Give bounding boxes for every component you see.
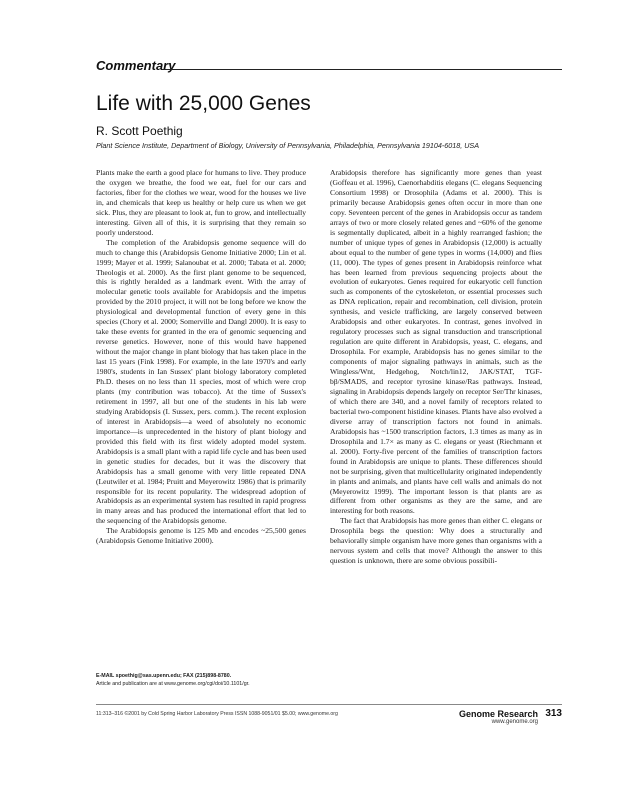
body-paragraph: Plants make the earth a good place for humans to live. They produce the oxygen we breathe, the food we eat, fuel for our cars and factories, fiber for the clothes we wear, wood for the houses we live in, and chemicals that keep us healthy or help cure us when we get sick. Plus, they are pleasant to look at, fun to grow, and intellectually interesting. Given all of this, it is surprising that they remain so poorly understood. <box>96 168 306 237</box>
article-title: Life with 25,000 Genes <box>96 92 311 115</box>
section-label: Commentary <box>96 58 176 73</box>
article-link-note: Article and publication are at www.genome.org/cgi/doi/10.1101/gr. <box>96 681 250 687</box>
body-paragraph: The Arabidopsis genome is 125 Mb and encodes ~25,500 genes (Arabidopsis Genome Initiative 2000). <box>96 526 306 546</box>
body-paragraph: The fact that Arabidopsis has more genes than either C. elegans or Drosophila begs the question: Why does a structurally and behaviorally simple organism have more genes than organisms with a nervous system and cells that move? Although the answer to this question is unknown, there are some obvious possibili- <box>330 516 542 566</box>
journal-name: Genome Research <box>458 709 538 719</box>
footer-divider <box>96 704 562 705</box>
page-number: 313 <box>545 708 562 719</box>
section-divider <box>162 69 562 70</box>
contact-footnote <box>96 672 311 688</box>
journal-url: www.genome.org <box>491 719 538 725</box>
footer-citation: 11:313–316 ©2001 by Cold Spring Harbor Laboratory Press ISSN 1088-9051/01 $5.00; www.genome.org <box>96 711 338 717</box>
author-name: R. Scott Poethig <box>96 124 183 138</box>
body-column-left <box>96 168 306 546</box>
body-column-right <box>330 168 542 566</box>
author-affiliation: Plant Science Institute, Department of Biology, University of Pennsylvania, Philadelphia, Pennsylvania 19104-6018, USA <box>96 141 480 150</box>
body-paragraph: Arabidopsis therefore has significantly more genes than yeast (Goffeau et al. 1996), Caenorhabditis elegans (C. elegans Sequencing Consortium 1998) or Drosophila (Adams et al. 2000). This is primarily because Arabidopsis genes often occur in more than one copy. Seventeen percent of the genes in Arabidopsis occur as tandem arrays of two or more closely related genes and ~60% of the genome is segmentally duplicated, albeit in a highly rearranged fashion; the number of unique types of genes in Arabidopsis (12,000) is actually about equal to the number of gene types in worms (14,000) and flies (11, 000). The types of genes present in Arabidopsis reinforce what has been learned from previous sequencing projects about the evolution of eukaryotes. Genes required for eukaryotic cell function such as components of the cytoskeleton, or essential processes such as DNA replication, repair and recombination, cell division, protein synthesis, and vesicle trafficking, are largely conserved between Arabidopsis and other eukaryotes. In contrast, genes involved in regulatory processes such as signal transduction and transcriptional regulation are quite different in Arabidopsis, yeast, C. elegans, and Drosophila. For example, Arabidopsis has no genes similar to the components of major signaling pathways in animals, such as the Wingless/Wnt, Hedgehog, Notch/lin12, JAK/STAT, TGF-bβ/SMADS, and receptor tyrosine kinase/Ras pathways. Instead, signaling in Arabidopsis depends largely on receptor Ser/Thr kinases, of which there are 340, and a novel family of receptors related to bacterial two-component histidine kinases. Plants have also evolved a diverse array of transcription factors not found in animals. Arabidopsis has ~1500 transcription factors, 1.3 times as many as in Drosophila and 1.7× as many as C. elegans or yeast (Riechmann et al. 2000). Forty-five percent of the families of transcription factors found in Arabidopsis are unique to plants. These differences should not be surprising, given that multicellularity originated independently in plants and animals, and plants have cell walls and animals do not (Meyerowitz 1999). The important lesson is that plants are as different from other organisms as they are the same, and are interesting for both reasons. <box>330 168 542 516</box>
contact-email: E-MAIL spoethig@sas.upenn.edu; FAX (215)898-8780. <box>96 673 232 679</box>
body-paragraph: The completion of the Arabidopsis genome sequence will do much to change this (Arabidopsis Genome Initiative 2000; Lin et al. 1999; Mayer et al. 1999; Salanoubat et al. 2000; Tabata et al. 2000; Theologis et al. 2000). As the first plant genome to be sequenced, this is rightly heralded as a landmark event. With the array of molecular genetic tools available for Arabidopsis and the impetus provided by the 2010 project, it will not be long before we know the physiological and developmental function of every gene in this species (Chory et al. 2000; Somerville and Dangl 2000). It is easy to take these events for granted in the era of genomic sequencing and reverse genetics. However, none of this would have happened without the major change in plant biology that has taken place in the last 15 years (Fink 1998). For example, in the late 1970's and early 1980's, students in Ian Sussex' plant biology laboratory completed Ph.D. theses on no less than 11 species, most of which were crop plants (my contribution was tobacco). At the time of Sussex's retirement in 1997, all but one of the students in his lab were studying Arabidopsis (I. Sussex, pers. comm.). The recent explosion of interest in Arabidopsis—a weed of absolutely no economic importance—is unprecedented in the history of plant biology and provided this field with its first widely adopted model system. Arabidopsis is a small plant with a rapid life cycle and has been used in genetic studies for decades, but it was the discovery that Arabidopsis has a small genome with very little repeated DNA (Leutwiler et al. 1984; Pruitt and Meyerowitz 1986) that is primarily responsible for its recent popularity. The widespread adoption of Arabidopsis as an experimental system has resulted in rapid progress in many areas and has produced the international effort that led to the sequencing of the Arabidopsis genome. <box>96 237 306 526</box>
